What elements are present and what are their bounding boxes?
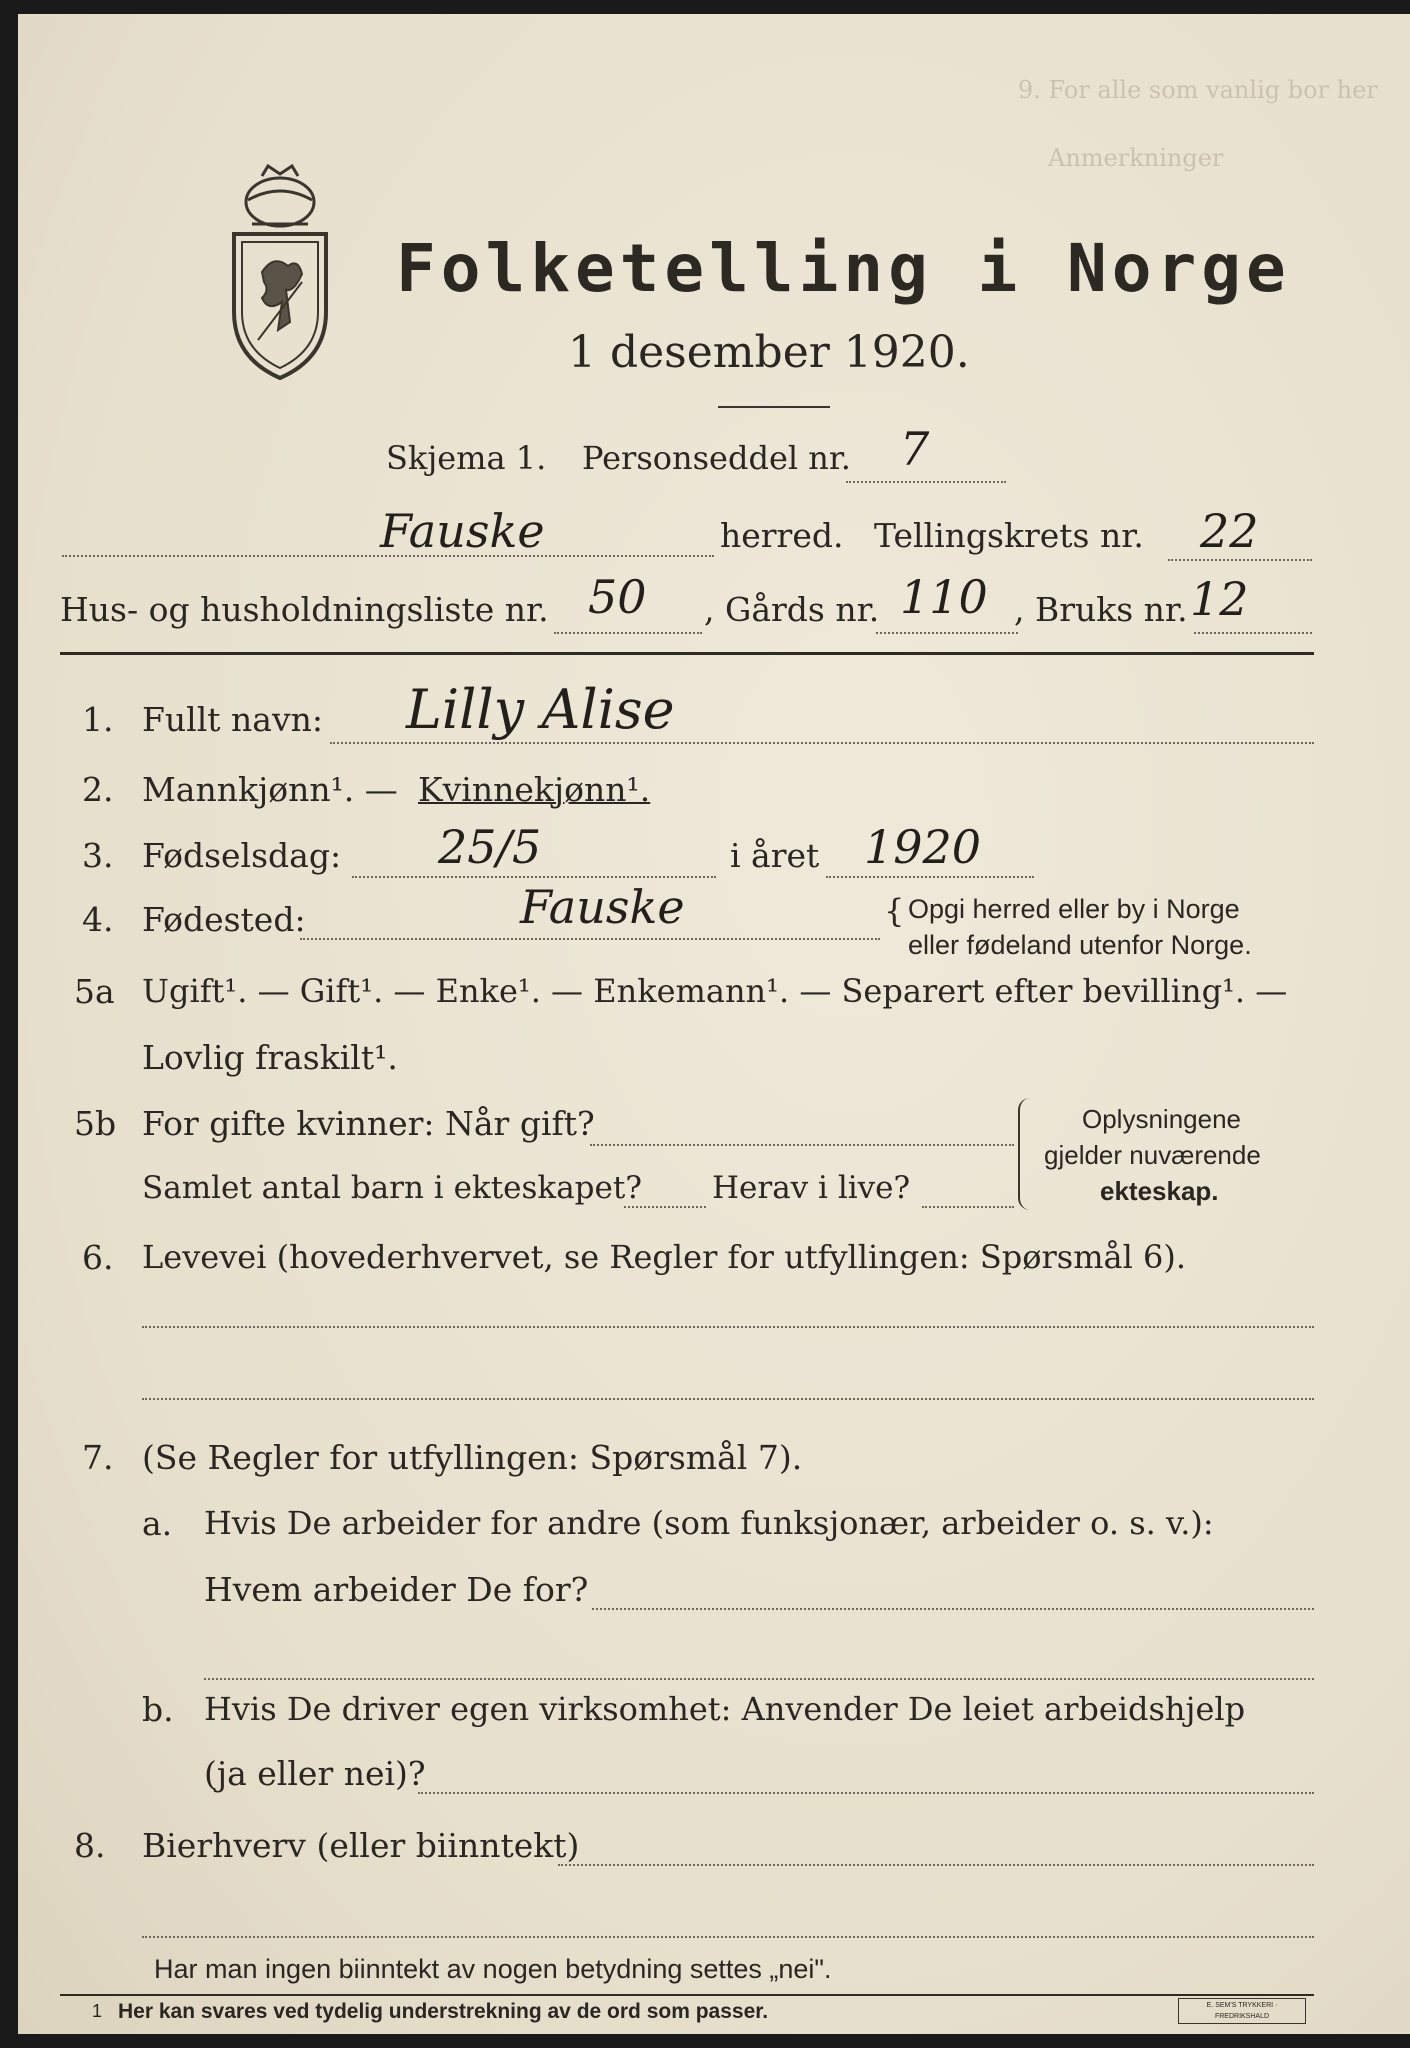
gards-field-line (876, 632, 1018, 634)
title-divider (718, 406, 830, 408)
q5b-note-bracket (1018, 1098, 1032, 1210)
q7a-question-line-1: Hvis De arbeider for andre (som funksjonær, arbeider o. s. v.): (204, 1504, 1214, 1542)
q5a-number: 5a (74, 972, 115, 1011)
q5b-when-married-field-line (590, 1144, 1014, 1146)
q3-label: Fødselsdag: (142, 836, 342, 875)
q7-number: 7. (82, 1438, 114, 1477)
q4-brace: { (884, 892, 905, 930)
footnote-rule (60, 1994, 1314, 1996)
bleed-through-text-2: Anmerkninger (1048, 144, 1224, 172)
q1-field-line (330, 742, 1314, 744)
printer-stamp (1178, 1998, 1306, 2024)
q2-male-option: Mannkjønn¹. — (142, 770, 398, 809)
form-title: Folketelling i Norge (396, 230, 1291, 307)
q7b-letter: b. (142, 1690, 174, 1729)
hus-field-line (554, 632, 702, 634)
q3-birthday-value: 25/5 (438, 820, 542, 874)
q7b-field-line (418, 1792, 1314, 1794)
herred-label: herred. (720, 516, 844, 555)
hus-label: Hus- og husholdningsliste nr. (60, 590, 549, 629)
q7a-letter: a. (142, 1504, 173, 1543)
q4-note-line-2: eller fødeland utenfor Norge. (908, 930, 1252, 960)
q3-year-field-line (826, 876, 1034, 878)
q7a-question-line-2: Hvem arbeider De for? (204, 1570, 589, 1609)
personseddel-field-line (846, 481, 1006, 483)
q6-label: Levevei (hovederhvervet, se Regler for utfyllingen: Spørsmål 6). (142, 1238, 1187, 1276)
q1-number: 1. (82, 700, 114, 739)
footnote-text: Her kan svares ved tydelig understrekning av de ord som passer. (118, 2000, 769, 2023)
q4-field-line (300, 938, 880, 940)
q5a-options-line-2: Lovlig fraskilt¹. (142, 1038, 398, 1077)
q5b-number: 5b (74, 1104, 117, 1143)
q5b-when-married-label: For gifte kvinner: Når gift? (142, 1104, 595, 1143)
tellingskrets-label: Tellingskrets nr. (874, 516, 1144, 555)
q5b-children-field-line (624, 1206, 706, 1208)
q6-number: 6. (82, 1238, 114, 1277)
q8-number: 8. (74, 1826, 106, 1865)
tellingskrets-field-line (1168, 559, 1312, 561)
bruks-value: 12 (1190, 572, 1249, 626)
q3-year-value: 1920 (864, 820, 982, 874)
q7b-question-line-1: Hvis De driver egen virksomhet: Anvender De leiet arbeidshjelp (204, 1690, 1246, 1728)
skjema-label: Skjema 1. (386, 439, 547, 477)
q5b-note-line-2: gjelder nuværende (1044, 1140, 1261, 1170)
tellingskrets-value: 22 (1200, 504, 1259, 558)
hus-value: 50 (588, 570, 647, 624)
herred-value: Fauske (380, 504, 545, 558)
census-date: 1 desember 1920. (568, 327, 970, 378)
q5b-note-line-3: ekteskap. (1100, 1176, 1219, 1206)
personseddel-value: 7 (900, 422, 930, 476)
q4-birthplace-value: Fauske (520, 880, 685, 934)
q7b-question-line-2: (ja eller nei)? (204, 1754, 426, 1793)
bruks-field-line (1194, 632, 1312, 634)
bruks-label: , Bruks nr. (1014, 590, 1188, 629)
footnote-mark: 1 (92, 2001, 103, 2021)
header-rule (60, 652, 1314, 655)
q1-label: Fullt navn: (142, 700, 323, 739)
q8-label: Bierhverv (eller biinntekt) (142, 1826, 580, 1865)
norwegian-coat-of-arms-icon (218, 162, 342, 384)
gards-value: 110 (900, 570, 988, 624)
q4-label: Fødested: (142, 900, 306, 939)
q8-field-line-1 (558, 1864, 1314, 1866)
census-form-page (18, 14, 1410, 2034)
q6-field-line-1 (142, 1326, 1314, 1328)
q1-full-name-value: Lilly Alise (406, 678, 675, 741)
personseddel-label: Personseddel nr. (582, 439, 851, 477)
q2-number: 2. (82, 770, 114, 809)
q7a-field-line-1 (592, 1608, 1314, 1610)
q5b-alive-field-line (922, 1206, 1014, 1208)
q6-field-line-2 (142, 1398, 1314, 1400)
q5b-children-label: Samlet antal barn i ekteskapet? (142, 1170, 642, 1206)
q8-field-line-2 (142, 1936, 1314, 1938)
q2-female-option: Kvinnekjønn¹. (418, 770, 651, 809)
q8-note: Har man ingen biinntekt av nogen betydning settes „nei". (154, 1954, 832, 1984)
q7-label: (Se Regler for utfyllingen: Spørsmål 7). (142, 1438, 803, 1477)
q5b-note-line-1: Oplysningene (1082, 1104, 1241, 1134)
bleed-through-text-1: 9. For alle som vanlig bor her (1018, 76, 1378, 104)
q3-year-label: i året (730, 836, 820, 875)
gards-label: , Gårds nr. (704, 590, 880, 629)
q4-number: 4. (82, 900, 114, 939)
printer-stamp-text: E. SEM'S TRYKKERI · FREDRIKSHALD (1206, 2002, 1278, 2020)
q5b-alive-label: Herav i live? (712, 1170, 911, 1206)
q7a-field-line-2 (204, 1678, 1314, 1680)
q4-note-line-1: Opgi herred eller by i Norge (908, 894, 1240, 924)
q5a-options-line-1: Ugift¹. — Gift¹. — Enke¹. — Enkemann¹. — Separert efter bevilling¹. — (142, 972, 1288, 1010)
q3-field-line (352, 876, 716, 878)
q3-number: 3. (82, 836, 114, 875)
